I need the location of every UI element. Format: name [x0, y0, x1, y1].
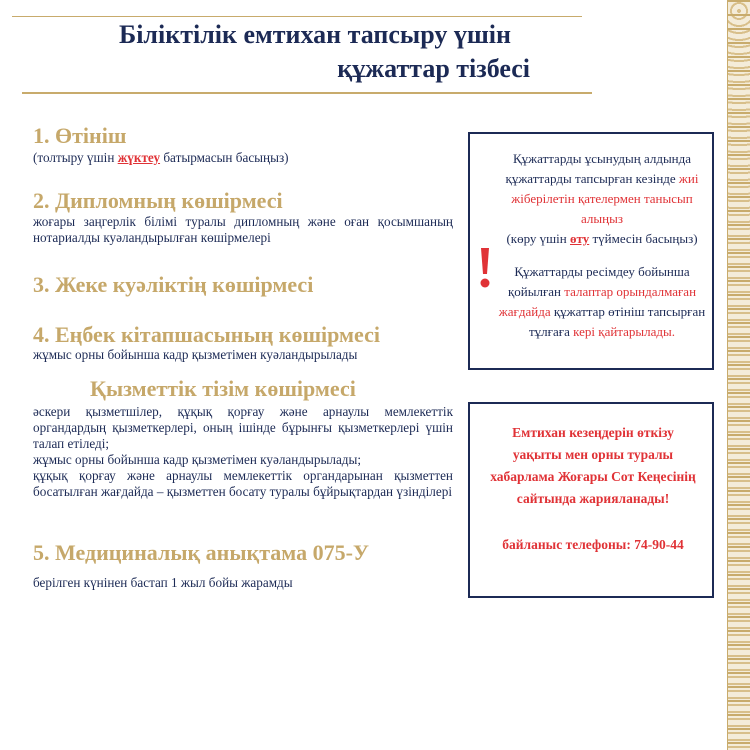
- service-list-line: құқық қорғау және арнаулы мемлекеттік органдарынан қызметтен босатылған жағдайда – қызметтен босату туралы бұйрықтардан үзінділері: [33, 468, 453, 499]
- application-text-after: батырмасын басыңыз): [160, 150, 289, 165]
- item-workbook-heading: 4. Еңбек кітапшасының көшірмесі: [33, 322, 380, 347]
- errors-text-b: (көру үшін: [506, 231, 570, 246]
- item-workbook-text: жұмыс орны бойынша кадр қызметімен куәландырылады: [33, 347, 358, 362]
- errors-text-c: түймесін басыңыз): [589, 231, 698, 246]
- page-title: [60, 18, 530, 86]
- title-bottom-rule: [22, 92, 592, 94]
- item-application-text: [33, 150, 453, 166]
- page-title-line2: құжаттар тізбесі: [337, 54, 530, 83]
- item-id-heading: 3. Жеке куәліктің көшірмесі: [33, 272, 314, 297]
- item-application-heading: 1. Өтініш: [33, 123, 127, 148]
- item-medical-text: берілген күнінен бастап 1 жыл бойы жарамды: [33, 575, 293, 590]
- ornamental-border: [727, 0, 750, 750]
- view-errors-link[interactable]: өту: [570, 231, 590, 246]
- service-list-line: жұмыс орны бойынша кадр қызметімен куәландырылады;: [33, 452, 362, 467]
- service-list-line: әскери қызметшілер, құқық қорғау және арнаулы мемлекеттік органдардың қызметкерлері, оның ішінде бұрынғы қызметкерлері үшін талап етіледі;: [33, 404, 453, 451]
- exam-info-text: Емтихан кезеңдерін өткізу уақыты мен орны туралы хабарлама Жоғары Сот Кеңесінің сайтында жарияланады!: [490, 425, 696, 506]
- title-top-rule: [12, 16, 582, 17]
- errors-text-red: жиі жіберілетін қателермен танысып алыңыз: [511, 171, 699, 226]
- item-diploma-heading: 2. Дипломның көшірмесі: [33, 188, 283, 213]
- errors-text-a: Құжаттарды ұсынудың алдында құжаттарды тапсырған кезінде: [505, 151, 692, 186]
- common-errors-paragraph: [492, 149, 712, 249]
- item-service-list-heading: Қызметтік тізім көшірмесі: [90, 376, 356, 401]
- requirements-text-b: құжаттар өтініш тапсырған тұлғаға: [529, 304, 706, 339]
- requirements-text-a: Құжаттарды ресімдеу бойынша қойылған: [507, 264, 690, 299]
- page-title-line1: Біліктілік емтихан тапсыру үшін: [119, 20, 511, 49]
- contact-phone: байланыс телефоны: 74-90-44: [502, 537, 684, 552]
- common-errors-box: [468, 132, 714, 370]
- item-medical-heading: 5. Медициналық анықтама 075-У: [33, 540, 370, 565]
- item-service-list-text: [33, 404, 453, 500]
- exam-info-box: [468, 402, 714, 598]
- item-diploma-text: жоғары заңгерлік білімі туралы дипломның және оған қосымшаның нотариалды куәландырылған көшірмелері: [33, 214, 453, 245]
- requirements-text-red2: кері қайтарылады.: [573, 324, 675, 339]
- download-link[interactable]: жүктеу: [117, 150, 161, 165]
- exclamation-icon: [478, 246, 492, 290]
- requirements-paragraph: [492, 262, 712, 342]
- requirements-text-red: талаптар орындалмаған жағдайда: [498, 284, 697, 319]
- application-text-before: (толтыру үшін: [33, 150, 118, 165]
